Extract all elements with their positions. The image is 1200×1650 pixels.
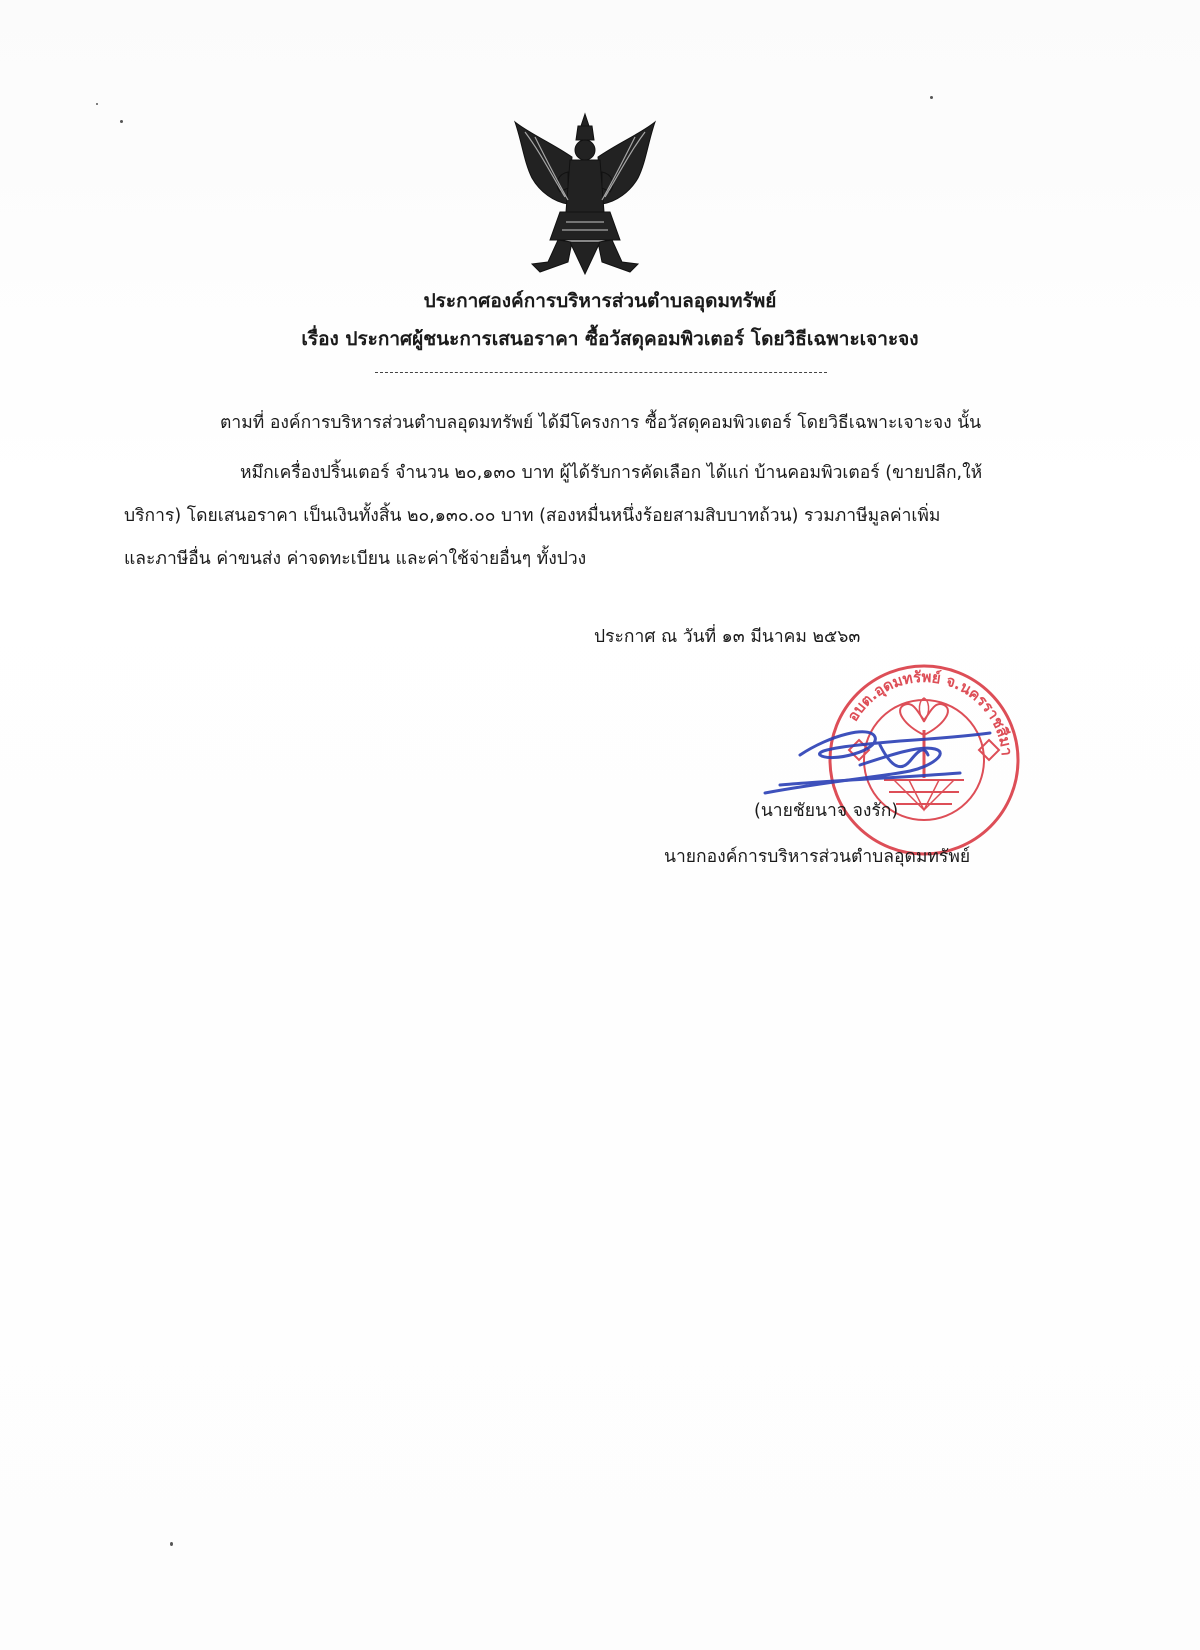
scan-speck bbox=[120, 120, 123, 123]
signature-icon bbox=[760, 715, 1000, 805]
body-line-1: ตามที่ องค์การบริหารส่วนตำบลอุดมทรัพย์ ได้มีโครงการ ซื้อวัสดุคอมพิวเตอร์ โดยวิธีเฉพาะเจาะจง นั้น bbox=[220, 413, 982, 433]
signer-position: นายกองค์การบริหารส่วนตำบลอุดมทรัพย์ bbox=[664, 847, 971, 867]
scan-speck bbox=[170, 1542, 173, 1546]
body-line-4: และภาษีอื่น ค่าขนส่ง ค่าจดทะเบียน และค่าใช้จ่ายอื่นๆ ทั้งปวง bbox=[124, 549, 587, 569]
document-subject: เรื่อง ประกาศผู้ชนะการเสนอราคา ซื้อวัสดุคอมพิวเตอร์ โดยวิธีเฉพาะเจาะจง bbox=[301, 328, 919, 350]
seal-text: อบต.อุดมทรัพย์ จ.นครราชสีมา bbox=[843, 667, 1016, 757]
scan-speck bbox=[96, 103, 98, 105]
announce-date: ประกาศ ณ วันที่ ๑๓ มีนาคม ๒๕๖๓ bbox=[594, 627, 861, 647]
divider bbox=[375, 372, 827, 373]
signer-name: (นายชัยนาจ จงรัก) bbox=[754, 801, 899, 821]
garuda-emblem-icon bbox=[510, 112, 660, 277]
body-line-3: บริการ) โดยเสนอราคา เป็นเงินทั้งสิ้น ๒๐,๑๓๐.๐๐ บาท (สองหมื่นหนึ่งร้อยสามสิบบาทถ้วน) รวมภาษีมูลค่าเพิ่ม bbox=[124, 506, 941, 526]
scan-speck bbox=[930, 96, 933, 99]
body-line-2: หมึกเครื่องปริ้นเตอร์ จำนวน ๒๐,๑๓๐ บาท ผู้ได้รับการคัดเลือก ได้แก่ บ้านคอมพิวเตอร์ (ขายปลีก,ให้ bbox=[240, 463, 983, 483]
document-title: ประกาศองค์การบริหารส่วนตำบลอุดมทรัพย์ bbox=[423, 290, 777, 312]
